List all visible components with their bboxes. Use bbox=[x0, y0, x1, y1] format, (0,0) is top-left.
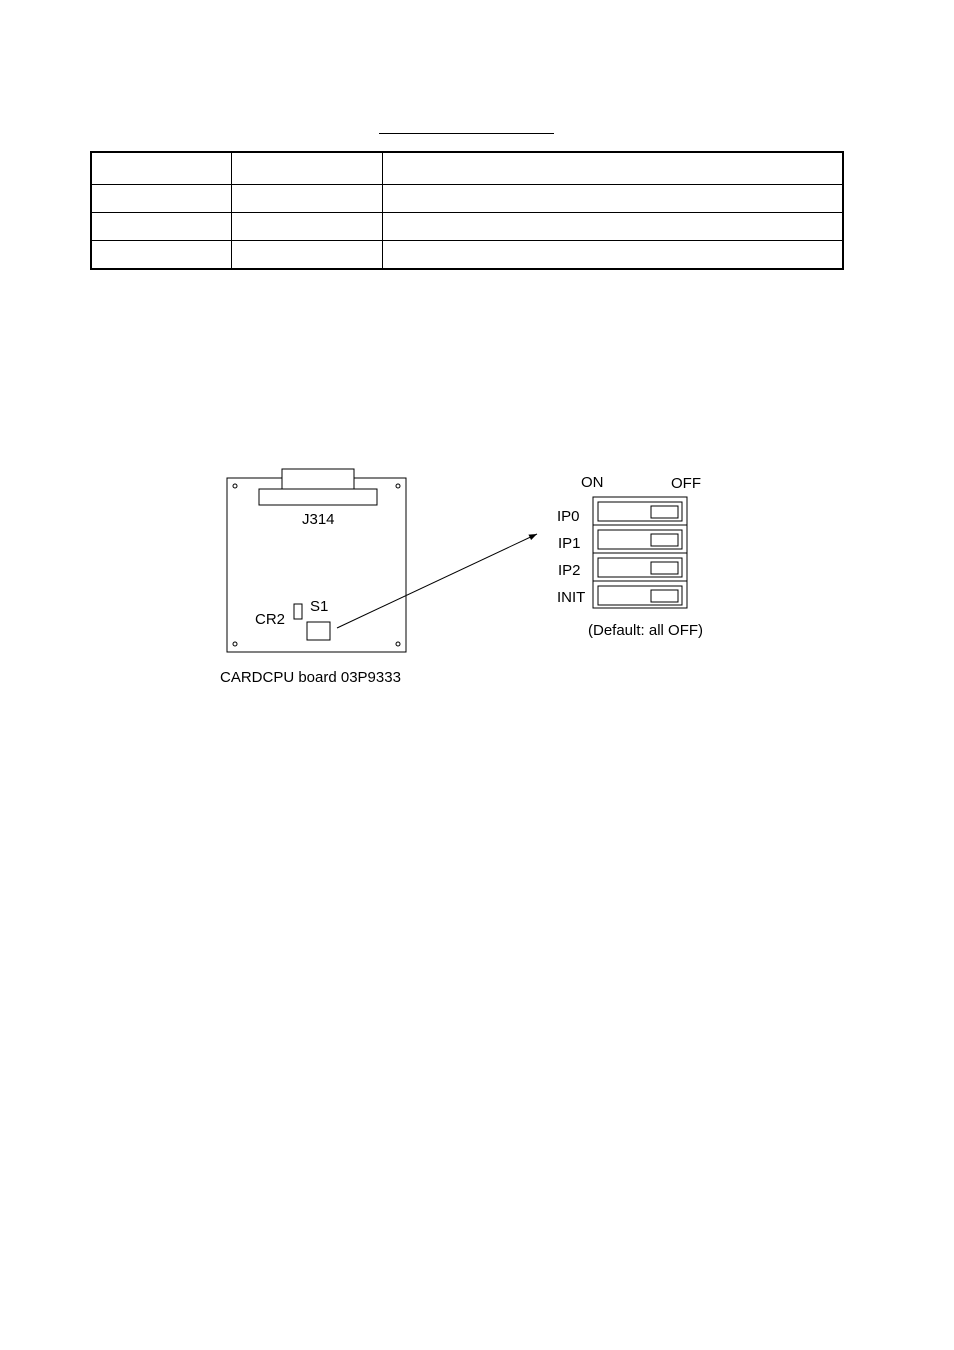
switch-lever-ip1 bbox=[651, 534, 678, 546]
j314-label: J314 bbox=[302, 511, 335, 528]
s1-switch bbox=[307, 622, 330, 640]
s1-label: S1 bbox=[310, 598, 329, 615]
switch-label-init: INIT bbox=[557, 589, 586, 606]
off-label: OFF bbox=[671, 475, 701, 492]
switch-lever-init bbox=[651, 590, 678, 602]
mounting-hole bbox=[233, 642, 237, 646]
switch-lever-ip0 bbox=[651, 506, 678, 518]
j314-connector-top bbox=[282, 469, 354, 489]
switch-lever-ip2 bbox=[651, 562, 678, 574]
mounting-hole bbox=[396, 484, 400, 488]
switch-label-ip2: IP2 bbox=[558, 562, 581, 579]
cr2-label: CR2 bbox=[255, 611, 286, 628]
callout-arrow bbox=[337, 534, 537, 628]
board-caption: CARDCPU board 03P9333 bbox=[220, 669, 401, 686]
default-note: (Default: all OFF) bbox=[588, 622, 704, 639]
j314-connector bbox=[259, 489, 377, 505]
on-label: ON bbox=[581, 474, 604, 491]
switch-label-ip1: IP1 bbox=[558, 535, 581, 552]
switch-label-ip0: IP0 bbox=[557, 508, 580, 525]
mounting-hole bbox=[396, 642, 400, 646]
cr2-led bbox=[294, 604, 302, 619]
mounting-hole bbox=[233, 484, 237, 488]
